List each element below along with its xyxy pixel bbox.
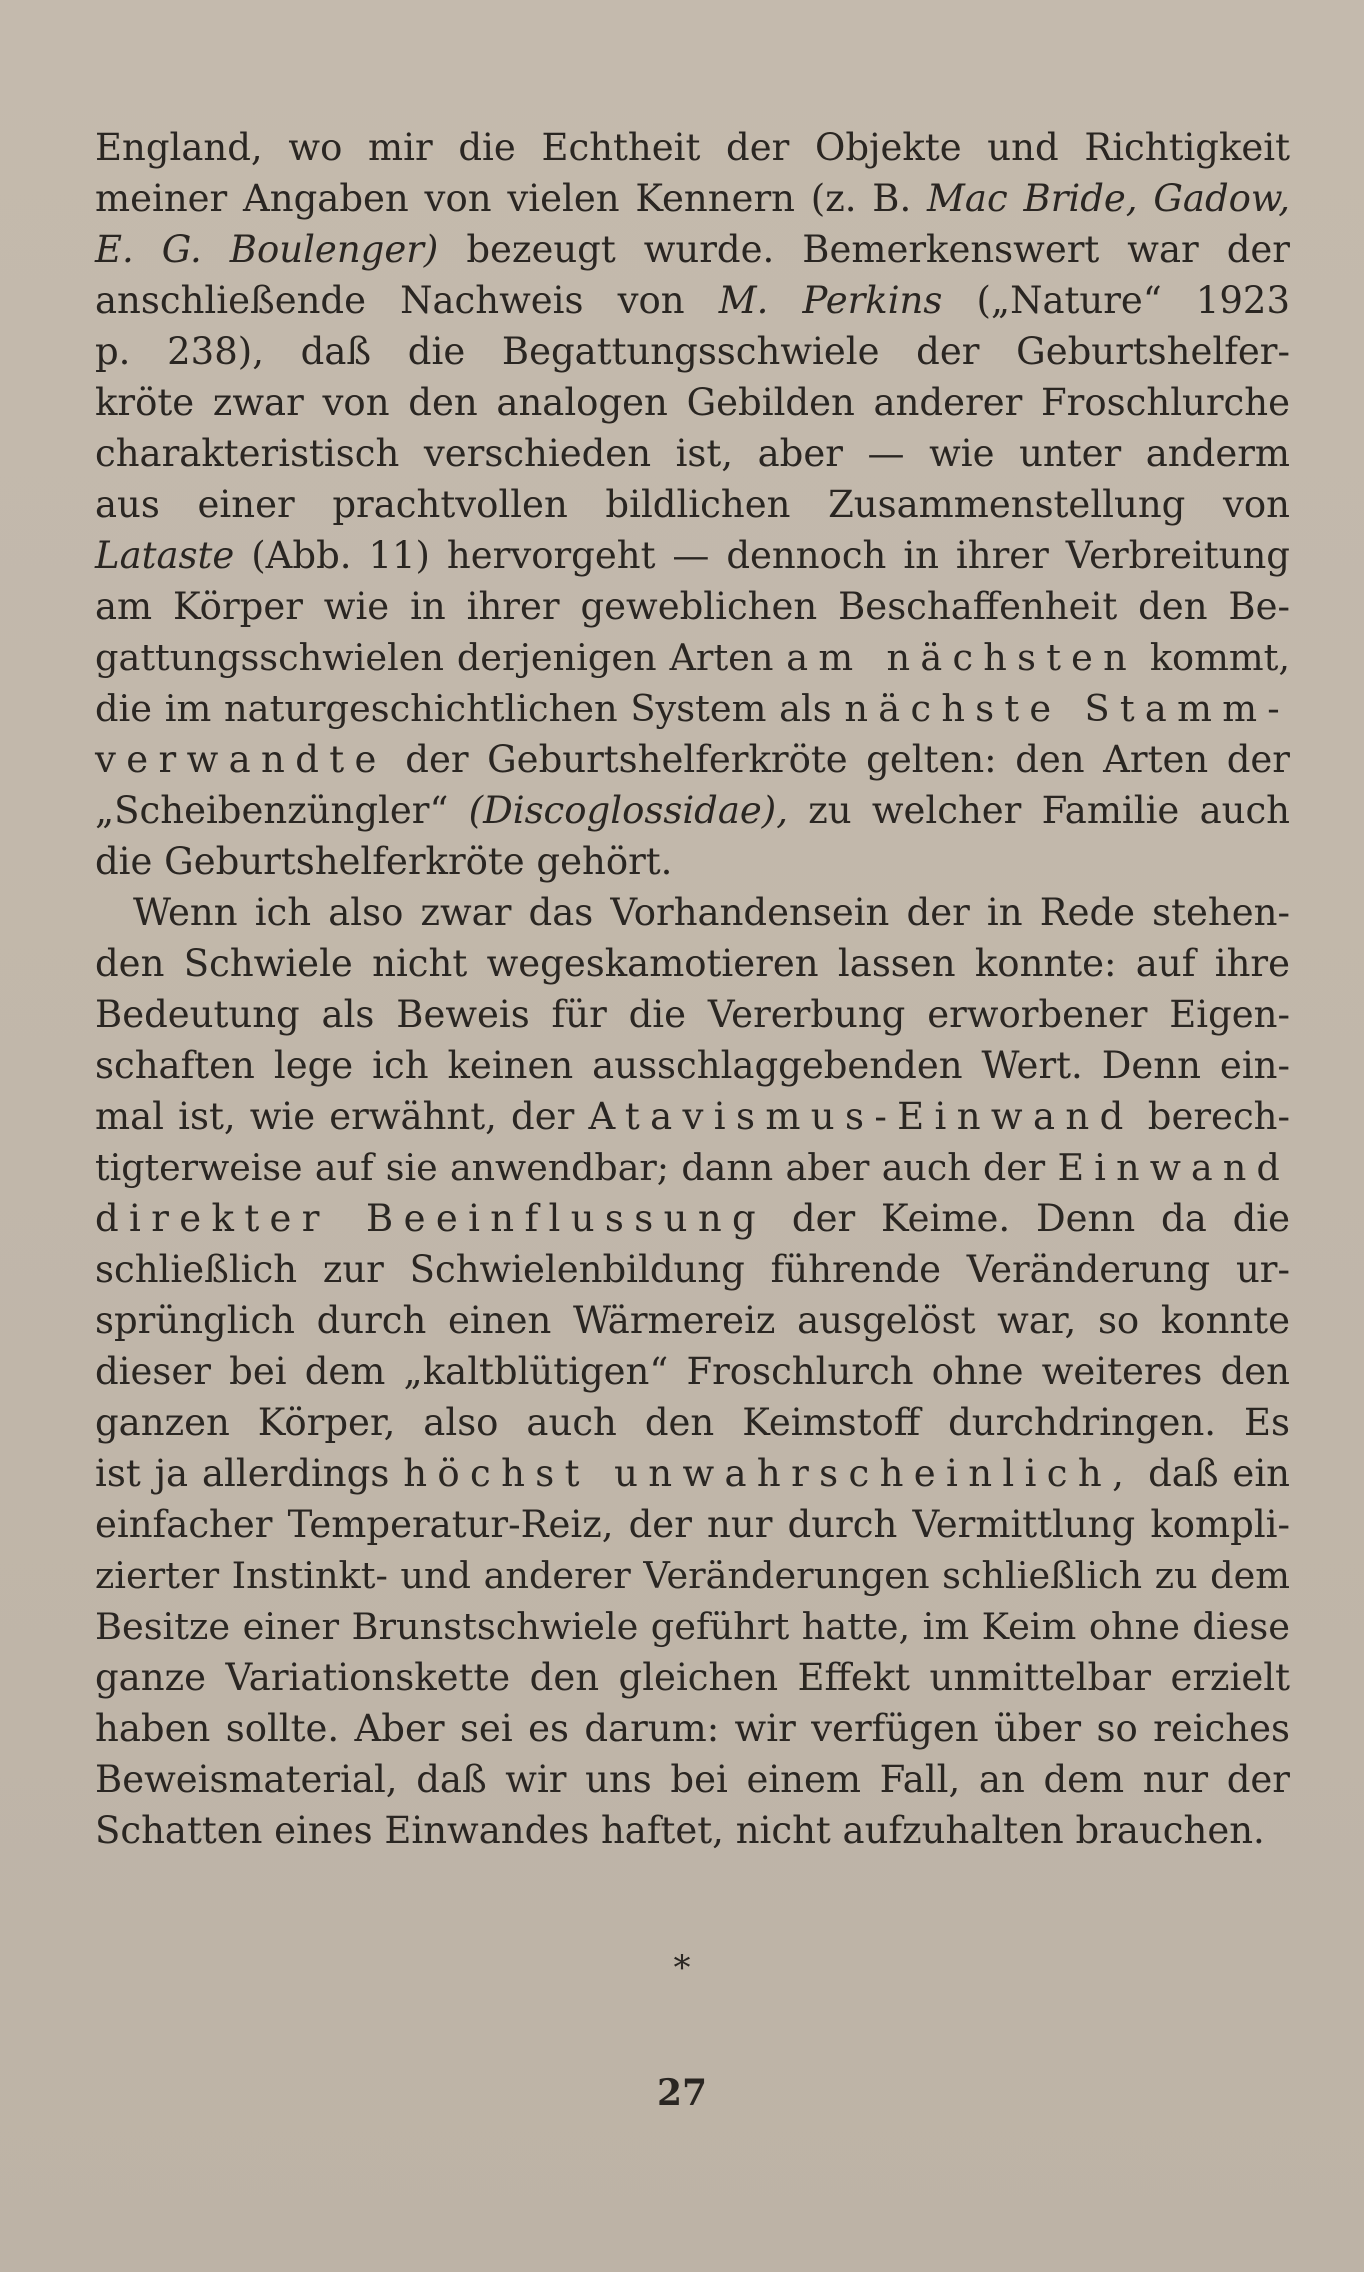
- italic-text: M. Perkins: [718, 279, 943, 322]
- text-segment: kommt,: [1137, 636, 1290, 679]
- text-line: [95, 224, 1290, 275]
- text-segment: meiner Angaben von vielen Kennern (z. B.: [95, 177, 928, 220]
- text-segment: Wenn ich also zwar das Vorhandensein der in Rede stehen-: [133, 891, 1290, 934]
- text-line: [95, 377, 1290, 428]
- italic-text: E. G. Boulenger): [95, 228, 439, 271]
- text-line: [95, 1550, 1290, 1601]
- text-line: [95, 1652, 1290, 1703]
- text-segment: ist ja allerdings: [95, 1452, 404, 1495]
- text-segment: daß ein: [1134, 1452, 1290, 1495]
- paragraph: [95, 887, 1290, 1856]
- text-segment: England, wo mir die Echtheit der Objekte und Richtigkeit: [95, 126, 1290, 169]
- text-line: [95, 989, 1290, 1040]
- text-line: [95, 326, 1290, 377]
- spaced-emphasis-text: Einwand: [1057, 1146, 1290, 1189]
- text-segment: einfacher Temperatur-Reiz, der nur durch Vermittlung kompli-: [95, 1503, 1290, 1546]
- page-number: 27: [656, 2072, 708, 2114]
- text-segment: den Schwiele nicht wegeskamotieren lassen konnte: auf ihre: [95, 942, 1290, 985]
- spaced-emphasis-text: höchst unwahrscheinlich,: [403, 1452, 1135, 1495]
- text-line: [95, 938, 1290, 989]
- text-line: [95, 734, 1290, 785]
- text-line: [95, 632, 1290, 683]
- text-segment: kröte zwar von den analogen Gebilden anderer Froschlurche: [95, 381, 1290, 424]
- text-segment: am Körper wie in ihrer geweblichen Beschaffenheit den Be-: [95, 585, 1290, 628]
- text-segment: anschließende Nachweis von: [95, 279, 719, 322]
- text-segment: Bedeutung als Beweis für die Vererbung erworbener Eigen-: [95, 993, 1290, 1036]
- text-line: [95, 479, 1290, 530]
- text-line: [95, 887, 1290, 938]
- text-segment: tigterweise auf sie anwendbar; dann aber auch der: [95, 1146, 1058, 1189]
- text-segment: berech-: [1133, 1095, 1290, 1138]
- text-line: [95, 1499, 1290, 1550]
- text-line: [95, 836, 1290, 887]
- text-line: [95, 1040, 1290, 1091]
- text-segment: („Nature“ 1923: [942, 279, 1291, 322]
- text-line: [95, 1244, 1290, 1295]
- section-separator: *: [673, 1948, 691, 1988]
- italic-text: (Discoglossidae),: [468, 789, 789, 832]
- text-segment: dieser bei dem „kaltblütigen“ Froschlurch ohne weiteres den: [95, 1350, 1290, 1393]
- text-line: [95, 1091, 1290, 1142]
- spaced-emphasis-text: direkter Beeinflussung: [95, 1197, 767, 1240]
- text-segment: die im naturgeschichtlichen System als: [95, 687, 845, 730]
- text-line: [95, 1142, 1290, 1193]
- text-segment: schließlich zur Schwielenbildung führende Veränderung ur-: [95, 1248, 1290, 1291]
- paragraph: [95, 122, 1290, 887]
- text-line: [95, 1295, 1290, 1346]
- text-segment: p. 238), daß die Begattungsschwiele der Geburtshelfer-: [95, 330, 1290, 373]
- text-segment: ganzen Körper, also auch den Keimstoff durchdringen. Es: [95, 1401, 1290, 1444]
- text-segment: der Geburtshelferkröte gelten: den Arten der: [386, 738, 1290, 781]
- spaced-emphasis-text: verwandte: [95, 738, 387, 781]
- text-line: [95, 581, 1290, 632]
- text-segment: charakteristisch verschieden ist, aber — wie unter anderm: [95, 432, 1290, 475]
- text-line: [95, 1346, 1290, 1397]
- text-segment: die Geburtshelferkröte gehört.: [95, 840, 673, 883]
- text-segment: Beweismaterial, daß wir uns bei einem Fall, an dem nur der: [95, 1758, 1290, 1801]
- text-line: [95, 785, 1290, 836]
- text-segment: zu welcher Familie auch: [788, 789, 1291, 832]
- text-line: [95, 1805, 1290, 1856]
- text-segment: schaften lege ich keinen ausschlaggebenden Wert. Denn ein-: [95, 1044, 1290, 1087]
- text-segment: haben sollte. Aber sei es darum: wir verfügen über so reiches: [95, 1707, 1290, 1750]
- spaced-emphasis-text: nächste Stamm-: [844, 687, 1290, 730]
- text-segment: aus einer prachtvollen bildlichen Zusammenstellung von: [95, 483, 1290, 526]
- text-line: [95, 428, 1290, 479]
- text-segment: ganze Variationskette den gleichen Effekt unmittelbar erzielt: [95, 1656, 1290, 1699]
- italic-text: Mac Bride, Gadow,: [927, 177, 1290, 220]
- text-line: [95, 122, 1290, 173]
- text-segment: sprünglich durch einen Wärmereiz ausgelöst war, so konnte: [95, 1299, 1290, 1342]
- text-line: [95, 530, 1290, 581]
- text-segment: zierter Instinkt- und anderer Veränderungen schließlich zu dem: [95, 1554, 1290, 1597]
- text-line: [95, 1754, 1290, 1805]
- text-segment: Schatten eines Einwandes haftet, nicht aufzuhalten brauchen.: [95, 1809, 1265, 1852]
- text-line: [95, 173, 1290, 224]
- text-line: [95, 1601, 1290, 1652]
- spaced-emphasis-text: Atavismus-Einwand: [588, 1095, 1134, 1138]
- text-line: [95, 1448, 1290, 1499]
- text-segment: gattungsschwielen derjenigen Arten: [95, 636, 787, 679]
- text-line: [95, 1397, 1290, 1448]
- text-segment: der Keime. Denn da die: [766, 1197, 1291, 1240]
- spaced-emphasis-text: am nächsten: [786, 636, 1138, 679]
- text-line: [95, 275, 1290, 326]
- text-segment: (Abb. 11) hervorgeht — dennoch in ihrer Verbreitung: [234, 534, 1290, 577]
- text-line: [95, 1193, 1290, 1244]
- italic-text: Lataste: [95, 534, 235, 577]
- text-segment: bezeugt wurde. Bemerkenswert war der: [438, 228, 1290, 271]
- text-line: [95, 1703, 1290, 1754]
- body-text: [95, 122, 1290, 1856]
- text-segment: „Scheibenzüngler“: [95, 789, 469, 832]
- text-segment: mal ist, wie erwähnt, der: [95, 1095, 589, 1138]
- text-line: [95, 683, 1290, 734]
- text-segment: Besitze einer Brunstschwiele geführt hatte, im Keim ohne diese: [95, 1605, 1290, 1648]
